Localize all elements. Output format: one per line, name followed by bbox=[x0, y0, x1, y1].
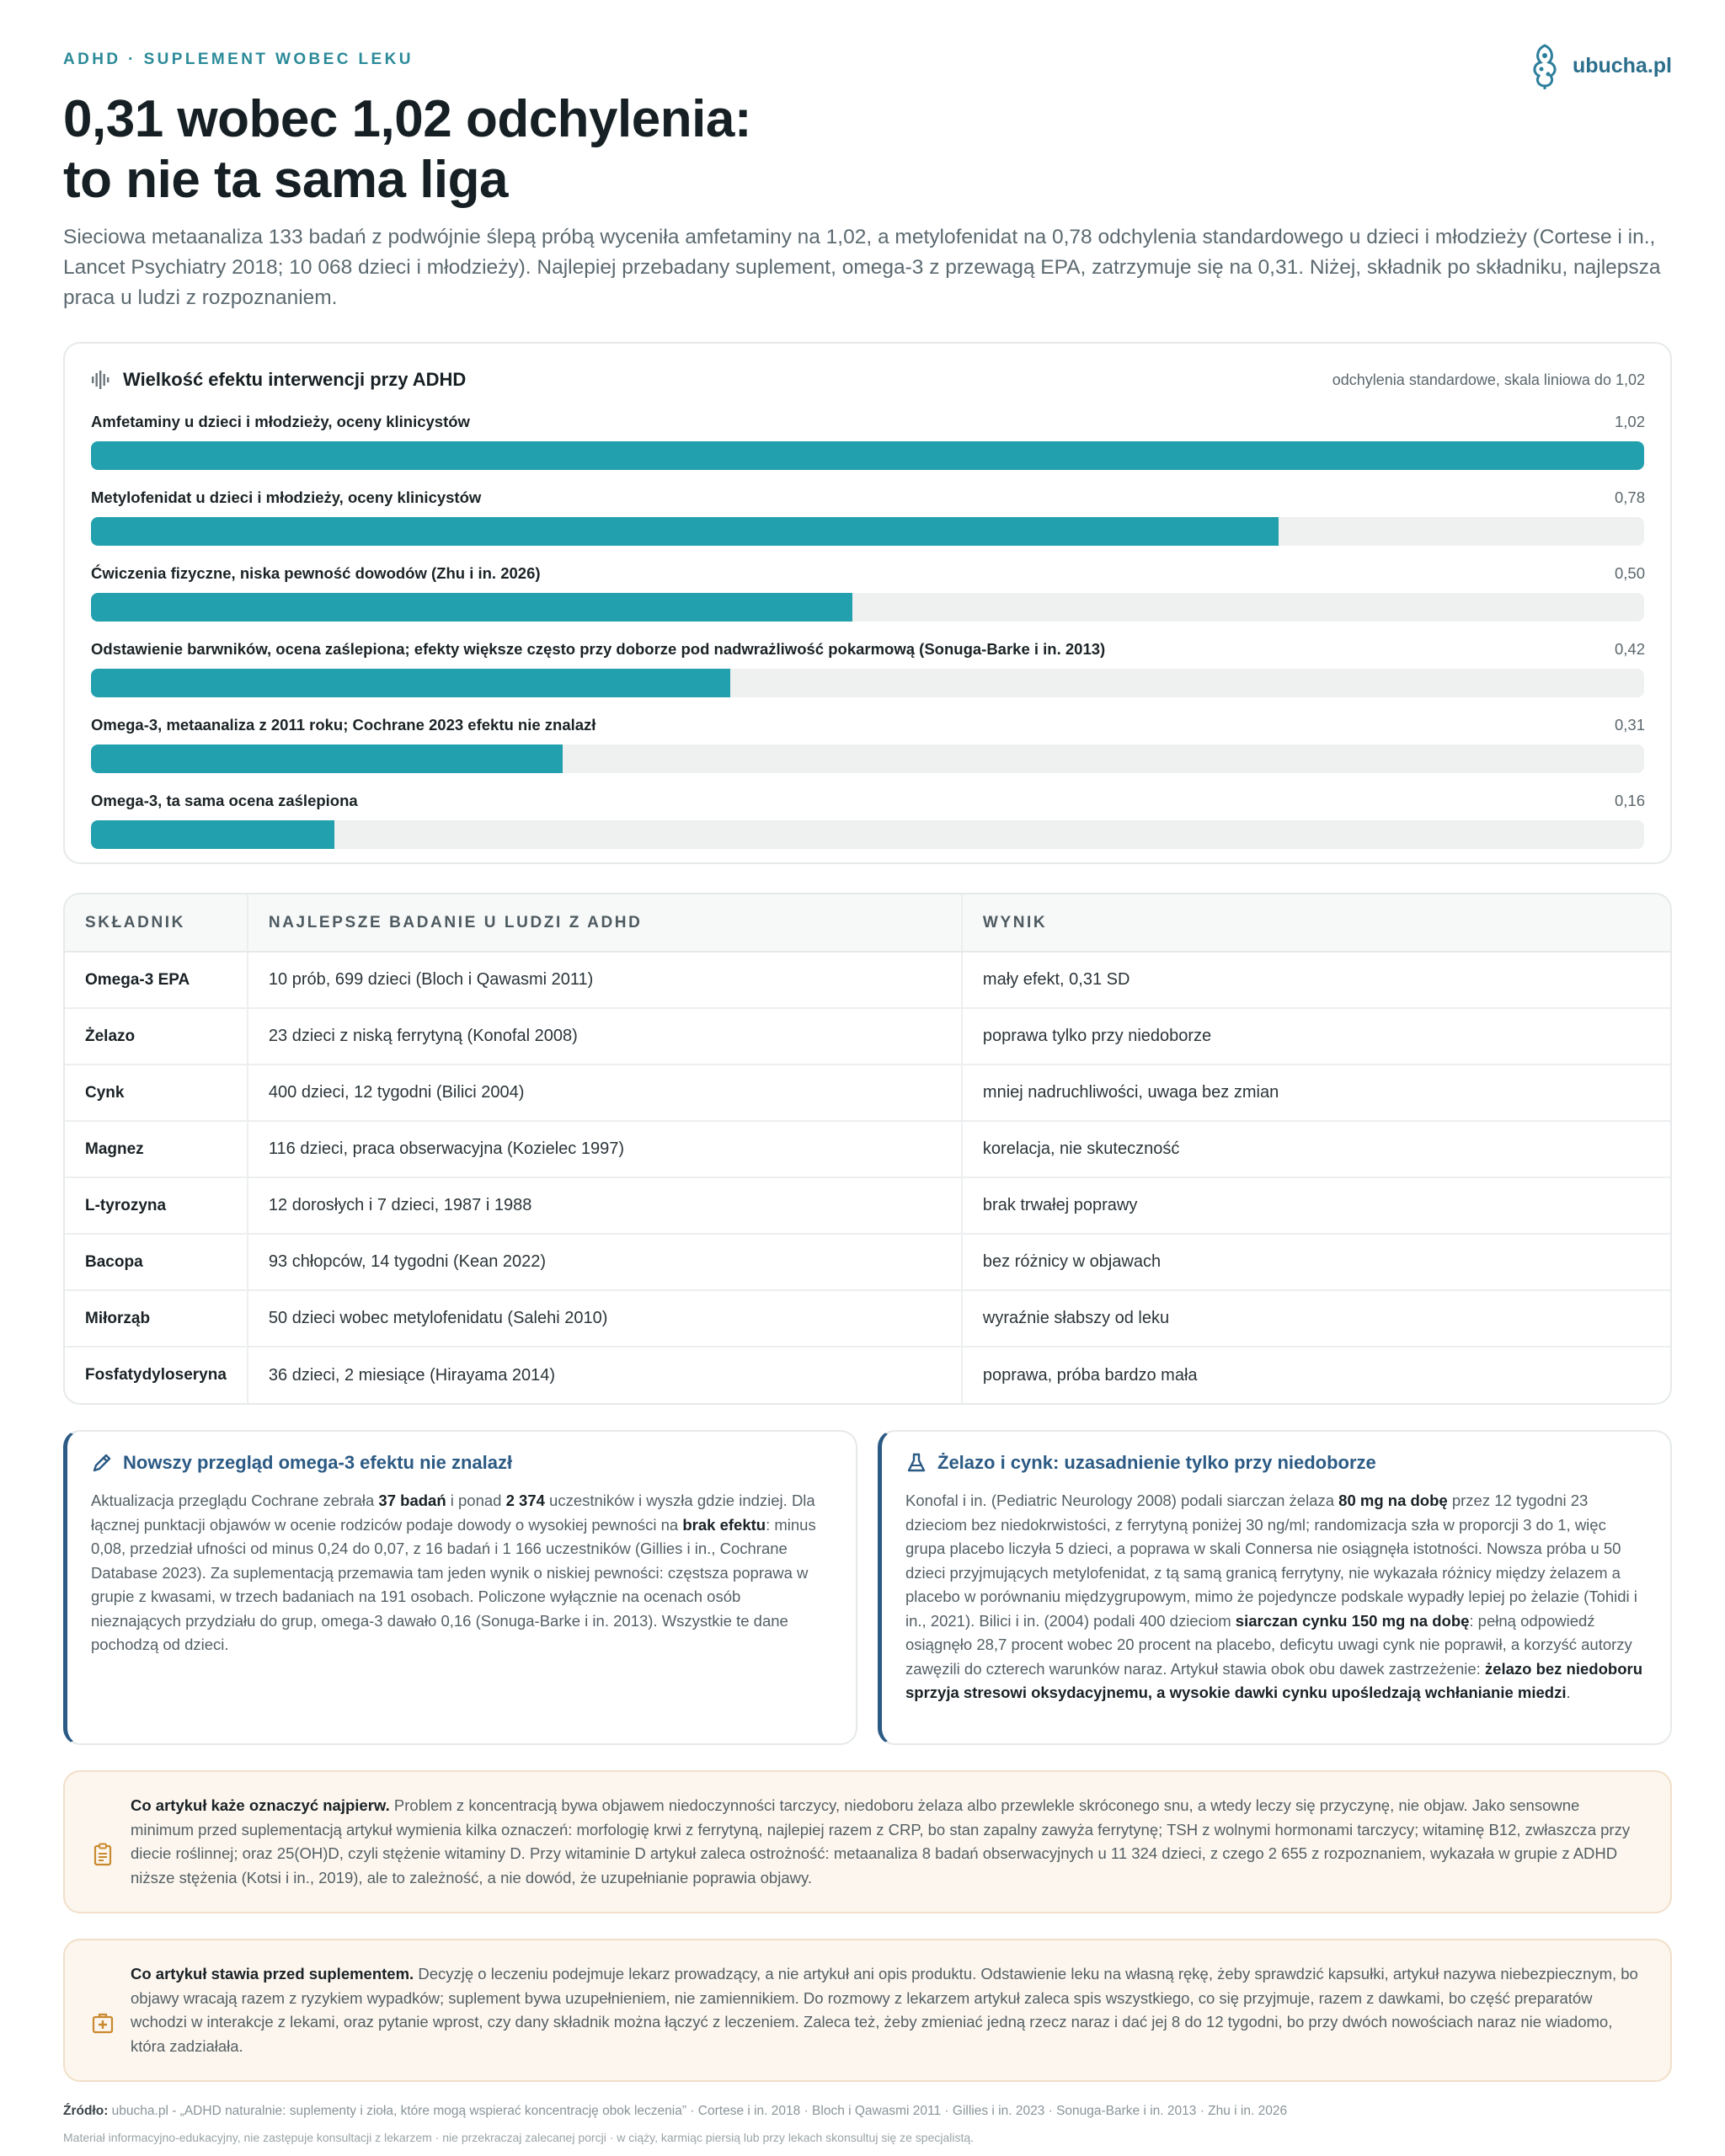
ingredient-cell: Miłorząb bbox=[65, 1290, 248, 1347]
bar-track bbox=[91, 517, 1644, 546]
table-row bbox=[65, 1065, 1670, 1121]
result-cell: bez różnicy w objawach bbox=[962, 1234, 1670, 1290]
brand-name: ubucha.pl bbox=[1572, 53, 1672, 77]
bar-category-label: Amfetaminy u dzieci i młodzieży, oceny klinicystów bbox=[91, 413, 470, 430]
tests-first-text: Co artykuł każe oznaczyć najpierw. Problem z koncentracją bywa objawem niedoczynności tarczycy, niedoboru żelaza albo przewlekle skróconego snu, a wtedy leczy się przyczynę, nie objaw. Jako sensowne minimum przed suplementacją artykuł wymienia kilka oznaczeń: morfologię krwi z ferrytyną, najlepiej razem z CRP, bo stan zapalny zawyża ferrytynę; TSH z wolnymi hormonami tarczycy; witaminę B12, zwłaszcza przy diecie roślinnej; oraz 25(OH)D, czyli stężenie witaminy D. Przy witaminie D artykuł zaleca ostrożność: metaanaliza 8 badań obserwacyjnych u 11 324 dzieci, z czego 2 655 z rozpoznaniem, wykazała w grupie z ADHD niższe stężenia (Kotsi i in., 2019), ale to zależność, a nie dowód, że uzupełnianie poprawia objawy. bbox=[131, 1796, 1631, 1886]
brand-logo[interactable] bbox=[1527, 42, 1672, 89]
omega3-review-card bbox=[63, 1430, 857, 1745]
title-line-2: to nie ta sama liga bbox=[63, 151, 509, 209]
bar-track bbox=[91, 441, 1644, 470]
result-cell: wyraźnie słabszy od leku bbox=[962, 1290, 1670, 1347]
chart-scale-note: odchylenia standardowe, skala liniowa do 1,02 bbox=[1332, 371, 1645, 388]
bar-row bbox=[91, 564, 1645, 622]
bar bbox=[91, 517, 1279, 546]
info-cards bbox=[63, 1430, 1672, 1745]
disclaimer: Materiał informacyjno-edukacyjny, nie zastępuje konsultacji z lekarzem · nie przekraczaj zalecanej porcji · w ciąży, karmiąc piersią lub przy lekach skonsultuj się ze specjalistą. bbox=[63, 2131, 975, 2144]
bar-value-label: 0,42 bbox=[1614, 640, 1645, 658]
iron-zinc-card bbox=[878, 1430, 1672, 1745]
omega3-review-title: Nowszy przegląd omega-3 efektu nie znalazł bbox=[123, 1452, 513, 1473]
result-cell: poprawa tylko przy niedoborze bbox=[962, 1008, 1670, 1065]
column-header-ingredient: SKŁADNIK bbox=[65, 894, 248, 952]
page-title bbox=[63, 89, 1672, 211]
medkit-icon bbox=[90, 1966, 115, 2080]
ingredient-cell: L-tyrozyna bbox=[65, 1177, 248, 1234]
title-line-1: 0,31 wobec 1,02 odchylenia: bbox=[63, 90, 751, 148]
bar bbox=[91, 820, 334, 849]
result-cell: brak trwałej poprawy bbox=[962, 1177, 1670, 1234]
waveform-icon bbox=[91, 371, 111, 389]
bar-category-label: Omega-3, metaanaliza z 2011 roku; Cochrane 2023 efektu nie znalazł bbox=[91, 716, 596, 734]
bar bbox=[91, 669, 730, 697]
chart-header bbox=[91, 367, 1645, 392]
table-row bbox=[65, 952, 1670, 1008]
clipboard-icon bbox=[90, 1797, 115, 1912]
bar-labels bbox=[91, 564, 1645, 584]
bar-row bbox=[91, 792, 1645, 849]
bar-track bbox=[91, 820, 1644, 849]
study-cell: 10 prób, 699 dzieci (Bloch i Qawasmi 2011) bbox=[248, 952, 962, 1008]
bar-labels bbox=[91, 488, 1645, 509]
study-cell: 12 dorosłych i 7 dzieci, 1987 i 1988 bbox=[248, 1177, 962, 1234]
bar-value-label: 0,50 bbox=[1614, 564, 1645, 582]
iron-zinc-title: Żelazo i cynk: uzasadnienie tylko przy niedoborze bbox=[937, 1452, 1376, 1473]
ingredients-table-card bbox=[63, 893, 1672, 1405]
bar-value-label: 0,31 bbox=[1614, 716, 1645, 734]
bar-category-label: Ćwiczenia fizyczne, niska pewność dowodów (Zhu i in. 2026) bbox=[91, 564, 541, 582]
bar-row bbox=[91, 488, 1645, 546]
table-row bbox=[65, 1177, 1670, 1234]
bar-row bbox=[91, 640, 1645, 697]
omega3-review-text: Aktualizacja przeglądu Cochrane zebrała 37 badań i ponad 2 374 uczestników i wyszła gdzie indziej. Dla łącznej punktacji objawów w ocenie rodziców podaje dowody o wysokiej pewności na brak efektu: minus 0,08, przedział ufności od minus 0,24 do 0,07, z 16 badań i 1 166 uczestników (Gillies i in., Cochrane Database 2023). Za suplementacją przemawia tam jeden wynik o niskiej pewności: częstsza poprawa w grupie z kwasami, w trzech badaniach na 191 osobach. Policzone wyłącznie na ocenach osób nieznających przydziału do grup, omega-3 dawało 0,16 (Sonuga-Barke i in. 2013). Wszystkie te dane pochodzą od dzieci. bbox=[91, 1492, 816, 1653]
bar-value-label: 1,02 bbox=[1614, 413, 1645, 430]
omega3-review-title-wrap bbox=[91, 1452, 834, 1474]
bar bbox=[91, 744, 563, 773]
effect-size-chart bbox=[63, 342, 1672, 864]
column-header-result: WYNIK bbox=[962, 894, 1670, 952]
table-row bbox=[65, 1234, 1670, 1290]
bar-row bbox=[91, 716, 1645, 773]
study-cell: 23 dzieci z niską ferrytyną (Konofal 2008) bbox=[248, 1008, 962, 1065]
kombucha-logo-icon bbox=[1527, 42, 1562, 89]
before-supplement-note bbox=[63, 1939, 1672, 2082]
bar-labels bbox=[91, 413, 1645, 433]
bar-value-label: 0,78 bbox=[1614, 488, 1645, 506]
bar-row bbox=[91, 413, 1645, 470]
eyebrow: ADHD · SUPLEMENT WOBEC LEKU bbox=[63, 51, 414, 68]
study-cell: 93 chłopców, 14 tygodni (Kean 2022) bbox=[248, 1234, 962, 1290]
ingredient-cell: Żelazo bbox=[65, 1008, 248, 1065]
chart-title: Wielkość efektu interwencji przy ADHD bbox=[123, 369, 467, 390]
chart-title-wrap bbox=[91, 369, 466, 391]
ingredients-table bbox=[65, 894, 1670, 1403]
result-cell: mniej nadruchliwości, uwaga bez zmian bbox=[962, 1065, 1670, 1121]
bar bbox=[91, 441, 1644, 470]
before-supplement-text: Co artykuł stawia przed suplementem. Decyzję o leczeniu podejmuje lekarz prowadzący, a nie artykuł ani opis produktu. Odstawienie leku na własną rękę, żeby sprawdzić kapsułki, artykuł nazywa niebezpiecznym, bo objawy wracają razem z ryzykiem wypadków; suplement bywa uzupełnieniem, nie zamiennikiem. Do rozmowy z lekarzem artykuł zaleca spis wszystkiego, co się przyjmuje, razem z dawkami, bo część preparatów wchodzi w interakcje z lekami, oraz pytanie wprost, czy dany składnik można łączyć z leczeniem. Zaleca też, żeby zmieniać jedną rzecz naraz i dać jej 8 do 12 tygodni, bo przy dwóch nowościach naraz nie wiadomo, która zadziałała. bbox=[131, 1965, 1638, 2055]
table-row bbox=[65, 1347, 1670, 1403]
bar-category-label: Omega-3, ta sama ocena zaślepiona bbox=[91, 792, 358, 809]
ingredient-cell: Bacopa bbox=[65, 1234, 248, 1290]
ingredient-cell: Fosfatydyloseryna bbox=[65, 1347, 248, 1403]
bar bbox=[91, 593, 852, 622]
bar-category-label: Metylofenidat u dzieci i młodzieży, oceny klinicystów bbox=[91, 488, 482, 506]
study-cell: 50 dzieci wobec metylofenidatu (Salehi 2010) bbox=[248, 1290, 962, 1347]
lead-paragraph: Sieciowa metaanaliza 133 badań z podwójnie ślepą próbą wyceniła amfetaminy na 1,02, a metylofenidat na 0,78 odchylenia standardowego u dzieci i młodzieży (Cortese i in., Lancet Psychiatry 2018; 10 068 dzieci i młodzieży). Najlepiej przebadany suplement, omega-3 z przewagą EPA, zatrzymuje się na 0,31. Niżej, składnik po składniku, najlepsza praca u ludzi z rozpoznaniem. bbox=[63, 226, 1661, 309]
bar-track bbox=[91, 669, 1644, 697]
bar-track bbox=[91, 744, 1644, 773]
table-row bbox=[65, 1290, 1670, 1347]
table-row bbox=[65, 1008, 1670, 1065]
pencil-icon bbox=[91, 1452, 113, 1474]
ingredient-cell: Cynk bbox=[65, 1065, 248, 1121]
bar-list bbox=[91, 413, 1645, 849]
result-cell: poprawa, próba bardzo mała bbox=[982, 1365, 1198, 1385]
study-cell: 400 dzieci, 12 tygodni (Bilici 2004) bbox=[248, 1065, 962, 1121]
flask-icon bbox=[905, 1452, 927, 1474]
table-row bbox=[65, 1121, 1670, 1177]
bar-labels bbox=[91, 716, 1645, 736]
bar-value-label: 0,16 bbox=[1614, 792, 1645, 809]
bar-track bbox=[91, 593, 1644, 622]
study-cell: 116 dzieci, praca obserwacyjna (Kozielec 1997) bbox=[248, 1121, 962, 1177]
tests-first-note bbox=[63, 1770, 1672, 1913]
column-header-study: NAJLEPSZE BADANIE U LUDZI Z ADHD bbox=[248, 894, 962, 952]
source-line: Źródło: ubucha.pl - „ADHD naturalnie: suplementy i zioła, które mogą wspierać koncentrację obok leczenia” · Cortese i in. 2018 · Bloch i Qawasmi 2011 · Gillies i in. 2023 · Sonuga-Barke i in. 2013 · Zhu i in. 2026 bbox=[63, 2104, 1288, 2118]
iron-zinc-title-wrap bbox=[905, 1452, 1648, 1474]
iron-zinc-text: Konofal i in. (Pediatric Neurology 2008) podali siarczan żelaza 80 mg na dobę przez 12 tygodni 23 dzieciom bez niedokrwistości, z ferrytyną poniżej 30 ng/ml; randomizacja szła w proporcji 3 do 1, więc grupa placebo liczyła 5 dzieci, a poprawa w skali Connersa nie osiągnęła istotności. Nowsza próba u 50 dzieci przyjmujących metylofenidat, z tą samą granicą ferrytyny, nie wykazała różnicy między żelazem a placebo w porównaniu międzygrupowym, mimo że pojedyncze podskale wypadły lepiej po żelazie (Tohidi i in., 2021). Bilici i in. (2004) podali 400 dzieciom siarczan cynku 150 mg na dobę: pełną odpowiedź osiągnęło 28,7 procent wobec 20 procent na placebo, deficytu uwagi cynk nie poprawił, a korzyść autorzy zawęzili do czterech warunków naraz. Artykuł stawia obok obu dawek zastrzeżenie: żelazo bez niedoboru sprzyja stresowi oksydacyjnemu, a wysokie dawki cynku upośledzają wchłanianie miedzi. bbox=[905, 1492, 1642, 1701]
table-header-row bbox=[65, 894, 1670, 952]
ingredient-cell: Omega-3 EPA bbox=[65, 952, 248, 1008]
bar-labels bbox=[91, 792, 1645, 812]
result-cell: mały efekt, 0,31 SD bbox=[962, 952, 1670, 1008]
study-cell: 36 dzieci, 2 miesiące (Hirayama 2014) bbox=[248, 1347, 962, 1403]
bar-labels bbox=[91, 640, 1645, 660]
infographic-page bbox=[63, 51, 1672, 2144]
bar-category-label: Odstawienie barwników, ocena zaślepiona; efekty większe często przy doborze pod nadwrażliwość pokarmową (Sonuga-Barke i in. 2013) bbox=[91, 640, 1106, 658]
result-cell: korelacja, nie skuteczność bbox=[962, 1121, 1670, 1177]
ingredient-cell: Magnez bbox=[65, 1121, 248, 1177]
